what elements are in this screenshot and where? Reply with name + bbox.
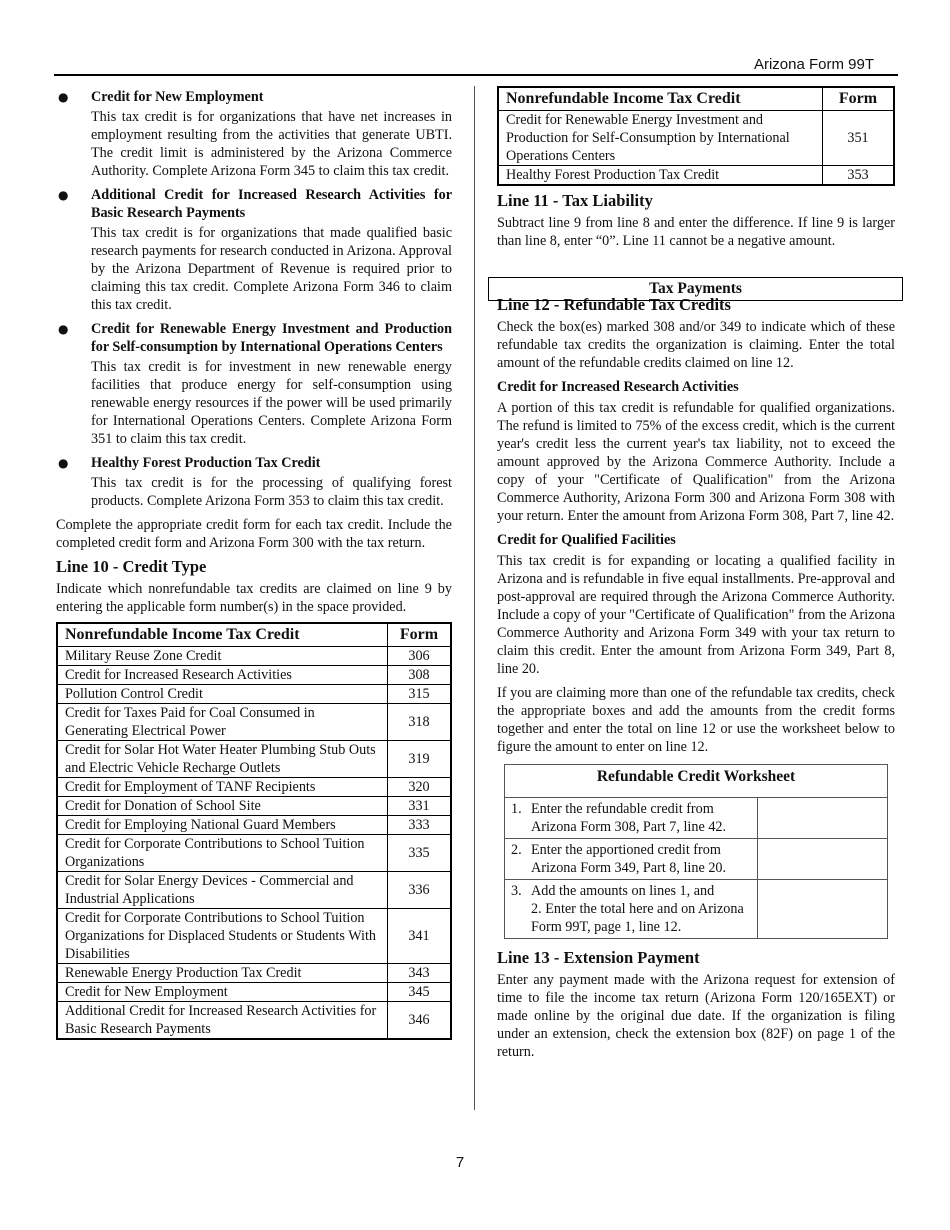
column-header-form: Form — [388, 623, 452, 647]
multi-credit-text: If you are claiming more than one of the refundable tax credits, check the appropriate boxes and add the amounts from the credit forms together and enter the total on line 12 or use the worksheet below to figure the amount to enter on line 12. — [497, 685, 895, 755]
table-row — [57, 685, 451, 704]
worksheet-line-rest: 2. Enter the total here and on Arizona Form 99T, page 1, line 12. — [531, 901, 744, 935]
bullet-item — [56, 186, 452, 314]
line13-heading: Line 13 - Extension Payment — [497, 948, 700, 967]
refundable-credit-worksheet — [504, 764, 888, 939]
table-row — [57, 1002, 451, 1040]
line12-heading: Line 12 - Refundable Tax Credits — [497, 295, 731, 314]
worksheet-row — [505, 798, 888, 839]
form-number: 335 — [388, 835, 452, 872]
bullet-icon: ● — [58, 322, 69, 336]
worksheet-amount-field[interactable] — [758, 880, 888, 939]
table-row — [57, 872, 451, 909]
cira-heading: Credit for Increased Research Activities — [497, 379, 739, 395]
table-row — [498, 166, 894, 186]
worksheet-line-rest: Arizona Form 349, Part 8, line 20. — [531, 860, 727, 876]
left-column — [56, 88, 452, 1040]
worksheet-line-number: 2. — [511, 842, 522, 858]
table-row — [57, 797, 451, 816]
bullet-item — [56, 320, 452, 448]
column-divider — [474, 86, 475, 1110]
line13-text: Enter any payment made with the Arizona request for extension of time to file the income tax return (Arizona Form 120/165EXT) or made online by the original due date. If the organization is filing under an extension, check the extension box (82F) on page 1 of the return. — [497, 972, 895, 1060]
bullet-title: Credit for New Employment — [91, 89, 264, 105]
worksheet-amount-field[interactable] — [758, 839, 888, 880]
worksheet-line-number: 1. — [511, 801, 522, 817]
table-row — [57, 909, 451, 964]
bullet-item — [56, 88, 452, 180]
worksheet-row — [505, 880, 888, 939]
table-row — [57, 704, 451, 741]
worksheet-line-first: Enter the refundable credit from — [531, 801, 714, 817]
closing-paragraph: Complete the appropriate credit form for each tax credit. Include the completed credit form and Arizona Form 300 with the tax return. — [56, 517, 452, 551]
bullet-item — [56, 454, 452, 510]
credit-name: Credit for Corporate Contributions to School Tuition Organizations — [57, 835, 388, 872]
form-number: 341 — [388, 909, 452, 964]
worksheet-line-label — [505, 839, 758, 880]
worksheet-line-first: Add the amounts on lines 1, and — [531, 883, 715, 899]
credit-name: Credit for Increased Research Activities — [57, 666, 388, 685]
form-number: 318 — [388, 704, 452, 741]
worksheet-line-label — [505, 880, 758, 939]
worksheet-line-first: Enter the apportioned credit from — [531, 842, 721, 858]
bullet-body: This tax credit is for organizations that made qualified basic research payments for research conducted in Arizona. Approval by the Arizona Department of Revenue is required prior to claiming this tax credit. Complete Arizona Form 346 to claim this tax credit. — [91, 225, 452, 313]
credit-name: Credit for Solar Energy Devices - Commercial and Industrial Applications — [57, 872, 388, 909]
credit-name: Credit for New Employment — [57, 983, 388, 1002]
line10-heading: Line 10 - Credit Type — [56, 557, 207, 576]
bullet-title: Healthy Forest Production Tax Credit — [91, 455, 321, 471]
column-header-form: Form — [823, 87, 895, 111]
bullet-icon: ● — [58, 90, 69, 104]
header-rule — [54, 74, 898, 76]
form-number: 331 — [388, 797, 452, 816]
bullet-icon: ● — [58, 188, 69, 202]
table-row — [57, 741, 451, 778]
page-number: 7 — [455, 1154, 465, 1171]
table-row — [57, 835, 451, 872]
line11-heading: Line 11 - Tax Liability — [497, 191, 653, 210]
worksheet-amount-field[interactable] — [758, 798, 888, 839]
table-row — [57, 816, 451, 835]
form-number: 336 — [388, 872, 452, 909]
bullet-body: This tax credit is for organizations that have net increases in employment resulting from the activities that generate UBTI. The credit limit is administered by the Arizona Commerce Authority. Complete Arizona Form 345 to claim this tax credit. — [91, 109, 452, 179]
column-header-credit: Nonrefundable Income Tax Credit — [57, 623, 388, 647]
nonrefundable-credit-table-continued — [497, 86, 895, 186]
credit-name: Credit for Employment of TANF Recipients — [57, 778, 388, 797]
bullet-title: Credit for Renewable Energy Investment and Production for Self-consumption by International Operations Centers — [91, 321, 452, 355]
form-number: 346 — [388, 1002, 452, 1040]
form-number: 319 — [388, 741, 452, 778]
column-header-credit: Nonrefundable Income Tax Credit — [498, 87, 823, 111]
form-number: 351 — [823, 111, 895, 166]
credit-name: Credit for Corporate Contributions to School Tuition Organizations for Displaced Students or Students With Disabilities — [57, 909, 388, 964]
credit-name: Renewable Energy Production Tax Credit — [57, 964, 388, 983]
line11-text: Subtract line 9 from line 8 and enter the difference. If line 9 is larger than line 8, enter “0”. Line 11 cannot be a negative amount. — [497, 215, 895, 249]
table-row — [57, 778, 451, 797]
bullet-title: Additional Credit for Increased Research Activities for Basic Research Payments — [91, 187, 452, 221]
table-header-row — [498, 87, 894, 111]
form-number: 315 — [388, 685, 452, 704]
worksheet-line-number: 3. — [511, 883, 522, 899]
credit-name: Credit for Taxes Paid for Coal Consumed in Generating Electrical Power — [57, 704, 388, 741]
form-name-header: Arizona Form 99T — [753, 56, 874, 73]
table-row — [57, 666, 451, 685]
cira-text: A portion of this tax credit is refundable for qualified organizations. The refund is limited to 75% of the excess credit, which is the current year's credit less the current year's tax liability, not to exceed the amount approved by the Arizona Commerce Authority. Include a copy of your "Certificate of Qualification" from the Arizona Commerce Authority, Arizona Form 300 and Arizona Form 308 with your return. Enter the amount from Arizona Form 308, Part 7, line 42. — [497, 400, 895, 524]
line10-text: Indicate which nonrefundable tax credits are claimed on line 9 by entering the applicable form number(s) in the space provided. — [56, 581, 452, 615]
cqf-heading: Credit for Qualified Facilities — [497, 532, 676, 548]
tax-payments-band: Tax Payments — [488, 277, 903, 301]
cqf-text: This tax credit is for expanding or locating a qualified facility in Arizona and is refundable in five equal installments. Pre-approval and post-approval are required through the Arizona Commerce Authority. Include a copy of your "Certificate of Qualification" from the Arizona Commerce Authority and Arizona Form 349 with your tax return to claim this credit. Enter the amount from Arizona Form 349, Part 8, line 20. — [497, 553, 895, 677]
form-number: 353 — [823, 166, 895, 186]
line12-text: Check the box(es) marked 308 and/or 349 to indicate which of these refundable tax credits the organization is claiming. Enter the total amount of the refundable credits claimed on line 12. — [497, 319, 895, 371]
form-number: 333 — [388, 816, 452, 835]
worksheet-title: Refundable Credit Worksheet — [505, 765, 888, 798]
bullet-body: This tax credit is for investment in new renewable energy facilities that produce energy for self-consumption using renewable energy resources if the power will be used primarily for International Operations Centers. Complete Arizona Form 351 to claim this tax credit. — [91, 359, 452, 447]
credit-name: Credit for Solar Hot Water Heater Plumbing Stub Outs and Electric Vehicle Recharge Outlets — [57, 741, 388, 778]
worksheet-line-label — [505, 798, 758, 839]
table-row — [57, 964, 451, 983]
credit-name: Healthy Forest Production Tax Credit — [498, 166, 823, 186]
worksheet-title-row — [505, 765, 888, 798]
worksheet-line-rest: Arizona Form 308, Part 7, line 42. — [531, 819, 727, 835]
form-number: 343 — [388, 964, 452, 983]
credit-name: Credit for Employing National Guard Members — [57, 816, 388, 835]
table-header-row — [57, 623, 451, 647]
nonrefundable-credit-table — [56, 622, 452, 1040]
credit-name: Pollution Control Credit — [57, 685, 388, 704]
worksheet-row — [505, 839, 888, 880]
credit-name: Credit for Renewable Energy Investment and Production for Self-Consumption by International Operations Centers — [498, 111, 823, 166]
table-row — [57, 983, 451, 1002]
form-number: 308 — [388, 666, 452, 685]
credit-name: Military Reuse Zone Credit — [57, 647, 388, 666]
bullet-body: This tax credit is for the processing of qualifying forest products. Complete Arizona Form 353 to claim this tax credit. — [91, 475, 452, 509]
bullet-icon: ● — [58, 456, 69, 470]
form-number: 320 — [388, 778, 452, 797]
credit-name: Additional Credit for Increased Research Activities for Basic Research Payments — [57, 1002, 388, 1040]
form-number: 345 — [388, 983, 452, 1002]
credit-name: Credit for Donation of School Site — [57, 797, 388, 816]
table-row — [57, 647, 451, 666]
form-number: 306 — [388, 647, 452, 666]
table-row — [498, 111, 894, 166]
right-column — [497, 86, 895, 1067]
